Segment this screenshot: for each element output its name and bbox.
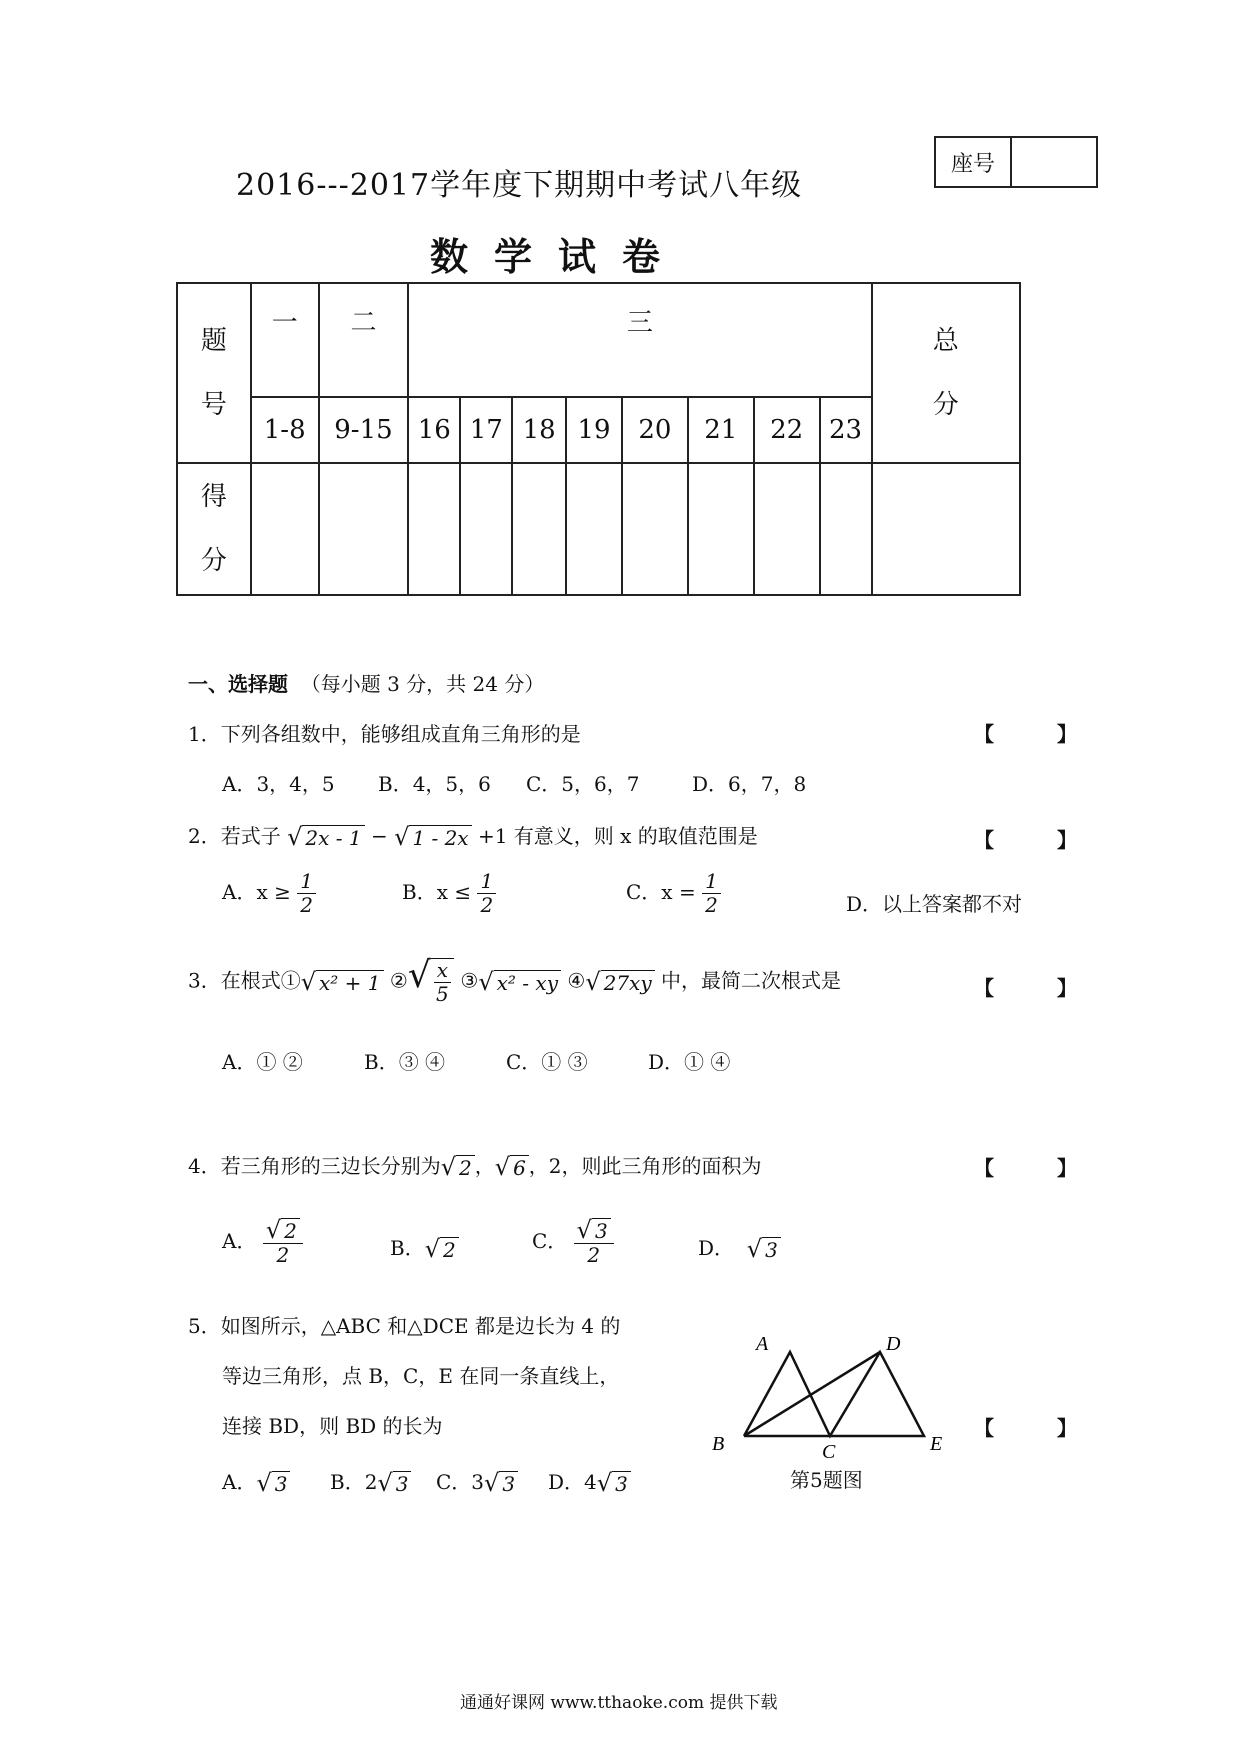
sub-header-18: 18 (512, 397, 566, 463)
q5-option-d: D．4 √ 3 (548, 1466, 631, 1496)
col-header-three: 三 (408, 283, 871, 397)
section-heading: 一、选择题 （每小题 3 分，共 24 分） (188, 672, 545, 696)
col-header-one: 一 (251, 283, 319, 397)
score-cell[interactable] (319, 463, 409, 595)
row-label-question: 题号 (177, 283, 251, 463)
score-cell[interactable] (408, 463, 460, 595)
question-5-line-2: 等边三角形，点 B，C，E 在同一条直线上， (222, 1364, 620, 1388)
question-3-stem: 3．在根式① √ x² + 1 ② √ $\frac{x}{5}$ ③ √ x² - xy ④ √ 27xy 中，最简二次根式是 (188, 955, 841, 1006)
question-5-line-3: 连接 BD，则 BD 的长为 (222, 1414, 443, 1438)
q1-option-a: A．3，4，5 (222, 772, 335, 796)
seat-value-cell[interactable] (1012, 138, 1096, 186)
question-2-stem: 2．若式子 √ 2x - 1 − √ 1 - 2x +1 有意义，则 x 的取值范围是 (188, 823, 758, 851)
point-label-a: A (756, 1333, 769, 1355)
question-4-stem: 4．若三角形的三边长分别为 √ 2 ， √ 6 ，2，则此三角形的面积为 (188, 1153, 762, 1181)
point-label-d: D (886, 1333, 901, 1355)
answer-bracket[interactable]: 【 】 (974, 976, 1105, 1000)
point-label-c: C (822, 1441, 836, 1460)
score-cell[interactable] (754, 463, 820, 595)
q3-option-b: B．③ ④ (364, 1050, 446, 1074)
q4-option-c: C． √ 3 2 (532, 1218, 614, 1267)
q1-option-c: C．5，6，7 (526, 772, 640, 796)
score-cell[interactable] (622, 463, 688, 595)
question-1-stem: 1．下列各组数中，能够组成直角三角形的是 (188, 722, 581, 746)
q5-option-b: B．2 √ 3 (330, 1466, 411, 1496)
exam-title: 2016---2017学年度下期期中考试八年级 (236, 168, 803, 203)
score-cell[interactable] (512, 463, 566, 595)
answer-bracket[interactable]: 【 】 (974, 828, 1105, 852)
row-label-score: 得分 (177, 463, 251, 595)
point-label-b: B (712, 1433, 725, 1455)
triangle-figure (700, 1330, 960, 1460)
score-cell[interactable] (460, 463, 512, 595)
score-cell[interactable] (820, 463, 872, 595)
sub-header-21: 21 (688, 397, 754, 463)
q1-option-d: D．6，7，8 (692, 772, 807, 796)
answer-bracket[interactable]: 【 】 (974, 1416, 1105, 1440)
col-header-two: 二 (319, 283, 409, 397)
sub-header-9-15: 9-15 (319, 397, 409, 463)
q2-option-d: D．以上答案都不对 (846, 892, 1023, 916)
score-cell-total[interactable] (872, 463, 1021, 595)
sub-header-17: 17 (460, 397, 512, 463)
radical-1-2x: √ 1 - 2x (394, 825, 472, 850)
sub-header-20: 20 (622, 397, 688, 463)
sub-header-1-8: 1-8 (251, 397, 319, 463)
score-table (176, 282, 1021, 596)
sub-header-19: 19 (566, 397, 622, 463)
q4-option-d: D． √ 3 (698, 1232, 781, 1262)
sub-header-22: 22 (754, 397, 820, 463)
col-header-total: 总分 (872, 283, 1021, 463)
q3-option-d: D．① ④ (648, 1050, 731, 1074)
exam-subject-title: 数学试卷 (430, 234, 687, 279)
score-cell[interactable] (566, 463, 622, 595)
q4-option-a: A． √ 2 2 (222, 1218, 303, 1267)
score-cell[interactable] (688, 463, 754, 595)
point-label-e: E (930, 1433, 943, 1455)
radical-2x-1: √ 2x - 1 (287, 825, 365, 850)
figure-caption: 第5题图 (790, 1468, 863, 1492)
q5-option-c: C．3 √ 3 (436, 1466, 518, 1496)
q2-option-a: A．x ≥ $\frac{1}{2}$ (222, 870, 316, 917)
q3-option-a: A．① ② (222, 1050, 303, 1074)
q3-option-c: C．① ③ (506, 1050, 588, 1074)
q2-option-c: C．x = $\frac{1}{2}$ (626, 870, 721, 917)
answer-bracket[interactable]: 【 】 (974, 1156, 1105, 1180)
question-5-line-1: 5．如图所示，△ABC 和△DCE 都是边长为 4 的 (188, 1314, 621, 1338)
footer-credit: 通通好课网 www.tthaoke.com 提供下载 (460, 1693, 778, 1713)
q5-option-a: A． √ 3 (222, 1466, 290, 1496)
q4-option-b: B． √ 2 (390, 1232, 459, 1262)
answer-bracket[interactable]: 【 】 (974, 722, 1105, 746)
q2-option-b: B．x ≤ $\frac{1}{2}$ (402, 870, 496, 917)
sub-header-23: 23 (820, 397, 872, 463)
score-cell[interactable] (251, 463, 319, 595)
sub-header-16: 16 (408, 397, 460, 463)
seat-label: 座号 (936, 138, 1012, 186)
seat-number-box (934, 136, 1098, 188)
section-note: （每小题 3 分，共 24 分） (300, 672, 545, 696)
q1-option-b: B．4，5，6 (378, 772, 491, 796)
